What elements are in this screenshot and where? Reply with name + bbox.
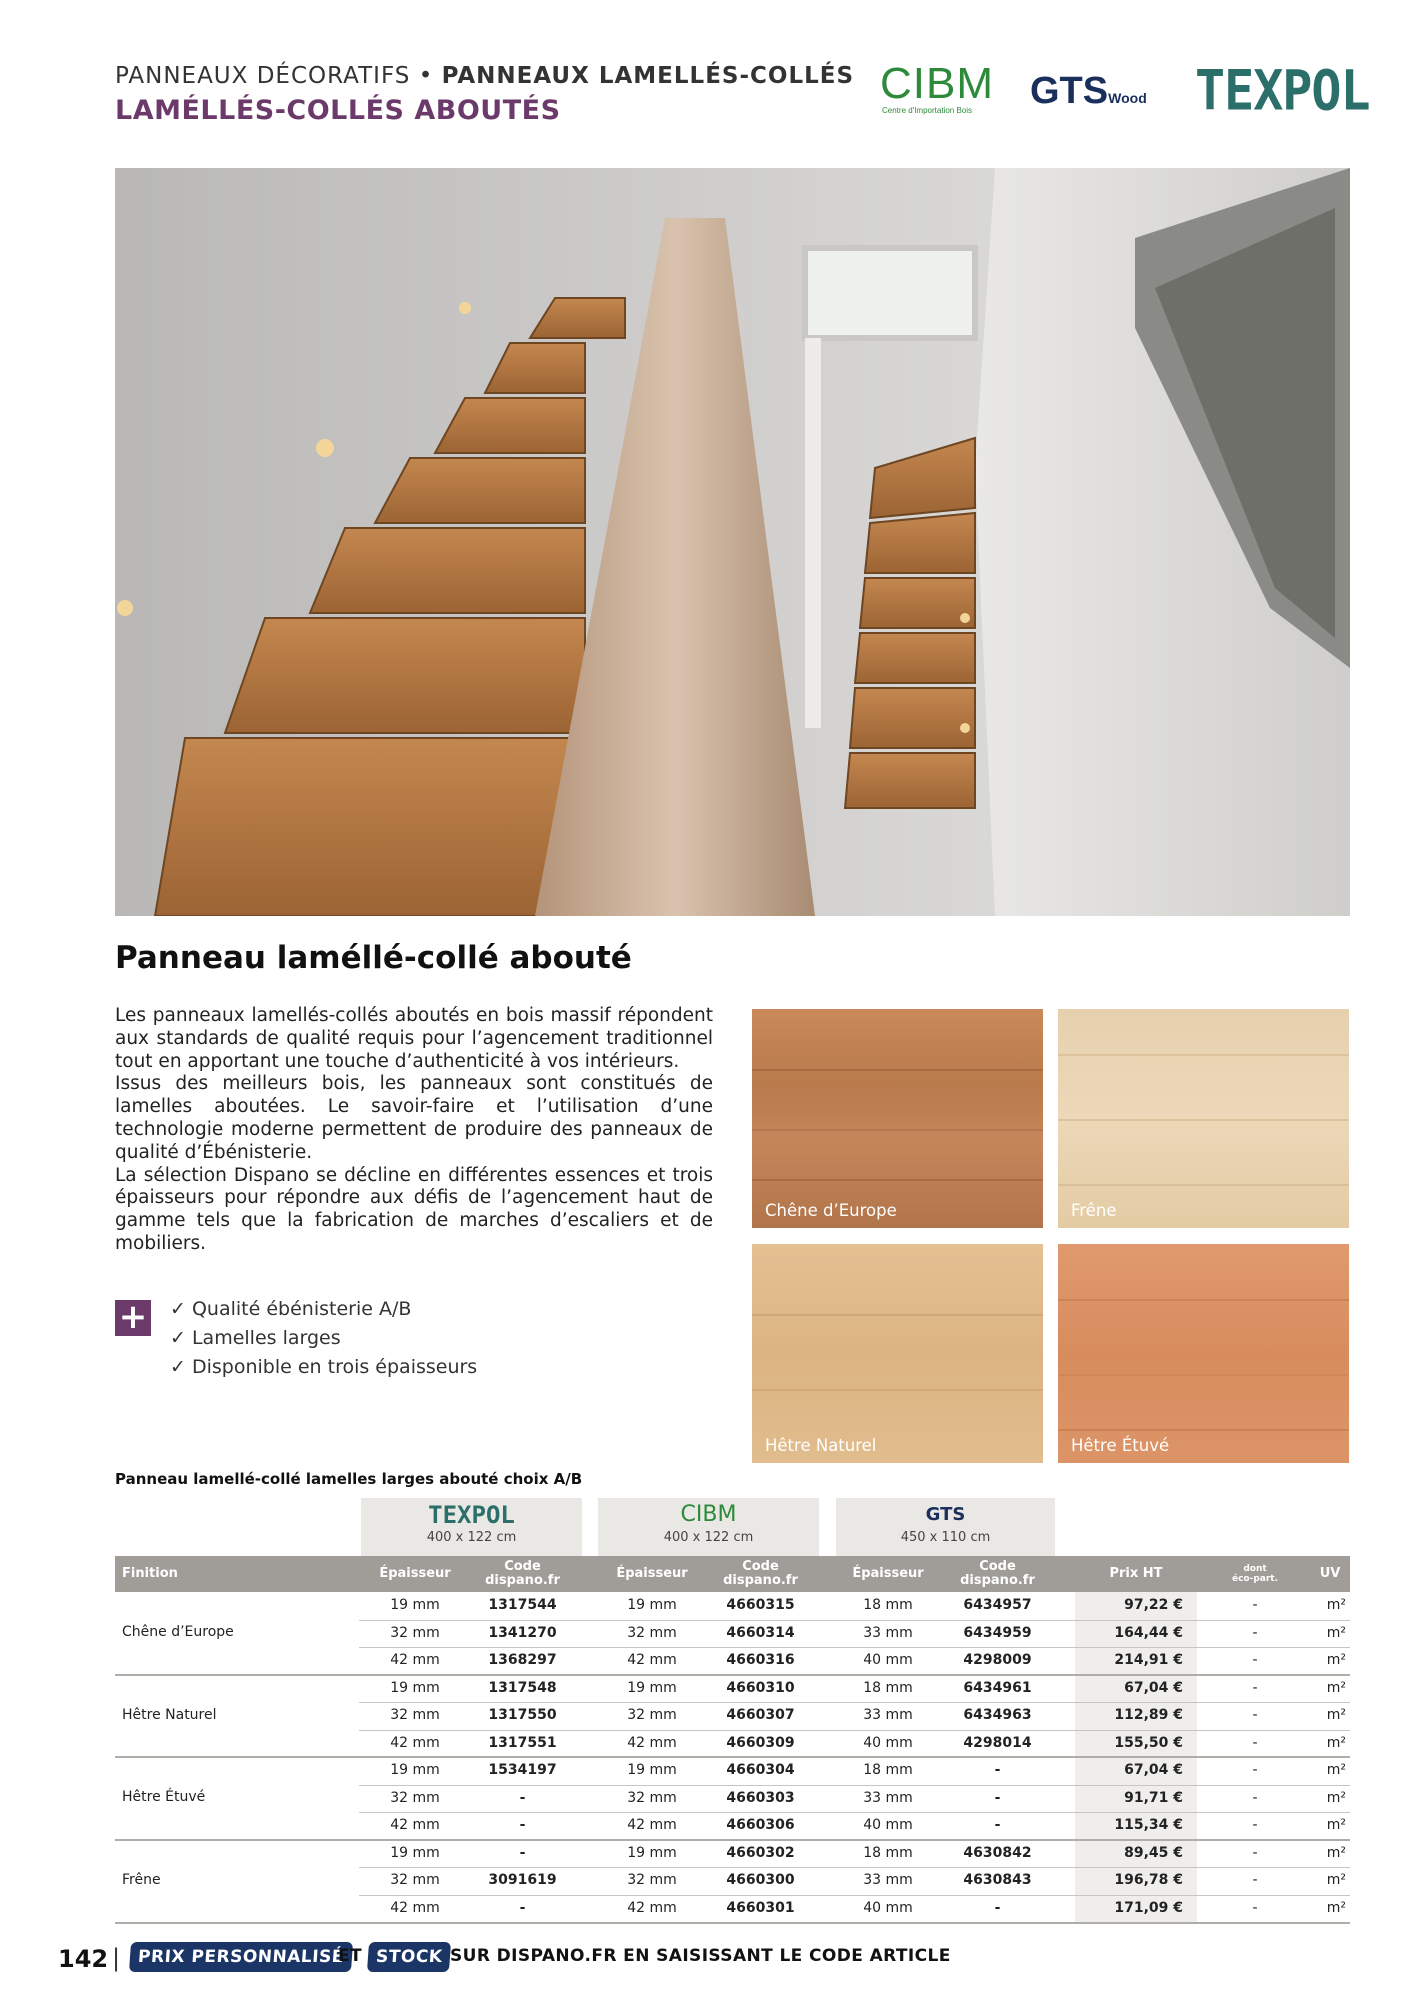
- table-cell-g-ep: 18 mm: [863, 1762, 913, 1778]
- table-cell-t-code: -: [519, 1899, 526, 1916]
- brand-header-texpol: [361, 1498, 582, 1556]
- staircase-illustration: [115, 168, 1350, 916]
- table-cell-c-code: 4660304: [726, 1762, 795, 1778]
- table-cell-eco: -: [1252, 1707, 1258, 1723]
- table-cell-prix: 196,78 €: [1114, 1872, 1183, 1888]
- table-cell-g-ep: 40 mm: [863, 1899, 913, 1916]
- brand-name: CIBM: [680, 1502, 737, 1527]
- table-cell-g-ep: 18 mm: [863, 1844, 913, 1861]
- table-cell-t-ep: 19 mm: [390, 1679, 440, 1696]
- table-cell-c-code: 4660300: [726, 1872, 795, 1888]
- table-cell-c-ep: 32 mm: [627, 1789, 677, 1806]
- table-cell-c-code: 4660302: [726, 1844, 795, 1861]
- table-cell-c-code: 4660310: [726, 1679, 795, 1696]
- table-cell-t-ep: 32 mm: [390, 1789, 440, 1806]
- table-cell-eco: -: [1252, 1734, 1258, 1751]
- header-prix: Prix HT: [1109, 1566, 1163, 1581]
- table-cell-prix: 112,89 €: [1114, 1707, 1183, 1723]
- table-cell-c-ep: 42 mm: [627, 1734, 677, 1751]
- table-cell-uv: m²: [1326, 1762, 1346, 1778]
- footer-separator: |: [112, 1944, 121, 1972]
- brand-header-gts: [836, 1498, 1055, 1556]
- table-cell-c-ep: 19 mm: [627, 1844, 677, 1861]
- table-cell-c-ep: 42 mm: [627, 1652, 677, 1668]
- table-cell-g-code: 4630843: [963, 1872, 1032, 1888]
- table-cell-t-ep: 32 mm: [390, 1707, 440, 1723]
- table-cell-eco: -: [1252, 1872, 1258, 1888]
- feature-item: ✓ Disponible en trois épaisseurs: [170, 1356, 478, 1378]
- table-cell-c-code: 4660307: [726, 1707, 795, 1723]
- table-cell-c-code: 4660306: [726, 1817, 795, 1833]
- table-cell-g-ep: 33 mm: [863, 1624, 913, 1641]
- section-category: [115, 63, 854, 89]
- table-cell-c-code: 4660309: [726, 1734, 795, 1751]
- table-cell-c-code: 4660301: [726, 1899, 795, 1916]
- footer-text: SUR DISPANO.FR EN SAISISSANT LE CODE ARTICLE: [450, 1946, 951, 1966]
- brand-dimensions: 400 x 122 cm: [426, 1530, 517, 1545]
- table-cell-t-code: 1534197: [488, 1762, 557, 1778]
- table-cell-uv: m²: [1326, 1817, 1346, 1833]
- prix-personnalise-badge: PRIX PERSONNALISÉ: [129, 1942, 353, 1972]
- header-code-line: Code: [742, 1559, 779, 1574]
- table-cell-prix: 115,34 €: [1114, 1817, 1183, 1833]
- swatch-hetre-naturel: [752, 1244, 1043, 1463]
- brand-dimensions: 400 x 122 cm: [663, 1530, 754, 1545]
- swatch-hetre-etuve: [1058, 1244, 1349, 1463]
- header-code: [703, 1556, 818, 1592]
- header-code-line: Code: [979, 1559, 1016, 1574]
- table-cell-eco: -: [1252, 1899, 1258, 1916]
- brand-dimensions: 450 x 110 cm: [900, 1530, 991, 1545]
- table-cell-t-code: -: [519, 1789, 526, 1806]
- table-cell-uv: m²: [1326, 1872, 1346, 1888]
- table-cell-eco: -: [1252, 1817, 1258, 1833]
- table-cell-eco: -: [1252, 1652, 1258, 1668]
- table-cell-prix: 91,71 €: [1124, 1789, 1183, 1806]
- category-bullet: •: [418, 63, 434, 89]
- table-cell-g-code: 6434959: [963, 1624, 1032, 1641]
- header-epaisseur: Épaisseur: [379, 1566, 451, 1581]
- footer-and: ET: [338, 1946, 363, 1966]
- table-cell-c-ep: 32 mm: [627, 1872, 677, 1888]
- page-number: 142: [58, 1945, 109, 1973]
- table-cell-t-code: 1341270: [488, 1624, 557, 1641]
- table-cell-g-code: 4630842: [963, 1844, 1032, 1861]
- table-cell-c-code: 4660316: [726, 1652, 795, 1668]
- table-cell-c-ep: 42 mm: [627, 1899, 677, 1916]
- swatch-label: Hêtre Étuvé: [1071, 1436, 1170, 1455]
- table-cell-uv: m²: [1326, 1624, 1346, 1641]
- brand-name: GTS: [925, 1504, 966, 1525]
- table-cell-prix: 164,44 €: [1114, 1624, 1183, 1641]
- table-title: Panneau lamellé-collé lamelles larges abouté choix A/B: [115, 1470, 583, 1488]
- swatch-frene: [1058, 1009, 1349, 1228]
- table-cell-c-code: 4660314: [726, 1624, 795, 1641]
- header-eco-line: dont: [1243, 1564, 1267, 1574]
- cibm-logo: [880, 59, 995, 120]
- brand-header-cibm: [598, 1498, 819, 1556]
- texpol-logo: TEXPOL: [1195, 59, 1370, 123]
- header-code-line: dispano.fr: [485, 1573, 560, 1588]
- page-title: LAMÉLLÉS-COLLÉS ABOUTÉS: [115, 95, 561, 126]
- table-cell-prix: 171,09 €: [1114, 1899, 1183, 1916]
- gts-logo: [1030, 70, 1147, 113]
- table-cell-c-ep: 19 mm: [627, 1762, 677, 1778]
- table-cell-g-code: 4298009: [963, 1652, 1032, 1668]
- table-cell-t-code: 3091619: [488, 1872, 557, 1888]
- table-cell-g-ep: 33 mm: [863, 1707, 913, 1723]
- table-cell-t-ep: 42 mm: [390, 1817, 440, 1833]
- table-cell-g-ep: 33 mm: [863, 1872, 913, 1888]
- feature-item: ✓ Qualité ébénisterie A/B: [170, 1298, 412, 1320]
- header-uv: UV: [1319, 1566, 1341, 1581]
- swatch-label: Frêne: [1071, 1201, 1117, 1220]
- category-label: PANNEAUX DÉCORATIFS: [115, 63, 411, 89]
- table-cell-uv: m²: [1326, 1899, 1346, 1916]
- table-cell-g-ep: 40 mm: [863, 1817, 913, 1833]
- table-cell-g-code: -: [994, 1762, 1001, 1778]
- table-cell-g-code: 6434961: [963, 1679, 1032, 1696]
- category-bold-label: PANNEAUX LAMELLÉS-COLLÉS: [441, 63, 855, 89]
- table-cell-t-ep: 19 mm: [390, 1762, 440, 1778]
- table-cell-g-code: -: [994, 1899, 1001, 1916]
- table-cell-g-ep: 18 mm: [863, 1597, 913, 1613]
- header-epaisseur: Épaisseur: [616, 1566, 688, 1581]
- table-cell-g-ep: 33 mm: [863, 1789, 913, 1806]
- swatch-label: Chêne d’Europe: [765, 1201, 897, 1220]
- product-title: Panneau laméllé-collé abouté: [115, 940, 632, 976]
- table-cell-eco: -: [1252, 1679, 1258, 1696]
- header-code-line: dispano.fr: [960, 1573, 1035, 1588]
- table-cell-g-ep: 18 mm: [863, 1679, 913, 1696]
- table-cell-g-ep: 40 mm: [863, 1734, 913, 1751]
- table-cell-g-code: -: [994, 1817, 1001, 1833]
- header-eco-line: éco-part.: [1231, 1574, 1279, 1584]
- table-cell-c-ep: 42 mm: [627, 1817, 677, 1833]
- table-cell-eco: -: [1252, 1789, 1258, 1806]
- table-cell-g-code: 4298014: [963, 1734, 1032, 1751]
- header-epaisseur: Épaisseur: [852, 1566, 924, 1581]
- header-code-line: Code: [504, 1559, 541, 1574]
- swatch-chene-europe: [752, 1009, 1043, 1228]
- table-cell-t-ep: 19 mm: [390, 1597, 440, 1613]
- table-cell-c-ep: 19 mm: [627, 1679, 677, 1696]
- product-description: [115, 1005, 713, 1256]
- brand-name: TEXPOL: [428, 1501, 515, 1529]
- table-cell-eco: -: [1252, 1844, 1258, 1861]
- table-cell-t-code: 1368297: [488, 1652, 557, 1668]
- finition-label: Frêne: [122, 1871, 161, 1888]
- feature-item: ✓ Lamelles larges: [170, 1327, 341, 1349]
- table-header-row: [115, 1556, 1350, 1592]
- table-cell-c-ep: 32 mm: [627, 1707, 677, 1723]
- table-cell-prix: 97,22 €: [1124, 1597, 1183, 1613]
- table-cell-eco: -: [1252, 1624, 1258, 1641]
- table-cell-t-code: 1317550: [488, 1707, 557, 1723]
- table-cell-uv: m²: [1326, 1844, 1346, 1861]
- table-cell-uv: m²: [1326, 1789, 1346, 1806]
- table-cell-t-ep: 42 mm: [390, 1734, 440, 1751]
- table-cell-t-code: 1317548: [488, 1679, 557, 1696]
- finition-label: Hêtre Naturel: [122, 1706, 217, 1723]
- table-cell-t-ep: 19 mm: [390, 1844, 440, 1861]
- header-code-line: dispano.fr: [723, 1573, 798, 1588]
- table-cell-t-ep: 42 mm: [390, 1652, 440, 1668]
- table-cell-eco: -: [1252, 1762, 1258, 1778]
- table-cell-t-ep: 32 mm: [390, 1624, 440, 1641]
- cibm-logo-text: CIBM: [880, 59, 994, 108]
- table-cell-c-ep: 19 mm: [627, 1597, 677, 1613]
- staircase-photo: [115, 168, 1350, 916]
- gts-logo-subtitle: Wood: [1108, 90, 1147, 106]
- table-cell-prix: 67,04 €: [1124, 1762, 1183, 1778]
- finition-label: Hêtre Étuvé: [122, 1789, 206, 1806]
- description-paragraph: La sélection Dispano se décline en différentes essences et trois épaisseurs pour répondre aux défis de l’agencement haut de gamme tels que la fabrication de marches d’escaliers et de mobiliers.: [115, 1164, 713, 1254]
- table-cell-c-ep: 32 mm: [627, 1624, 677, 1641]
- table-cell-uv: m²: [1326, 1652, 1346, 1668]
- description-paragraph: Les panneaux lamellés-collés aboutés en bois massif répondent aux standards de qualité requis pour l’agencement traditionnel tout en apportant une touche d’authenticité à vos intérieurs.: [115, 1005, 713, 1072]
- plus-icon: +: [115, 1300, 151, 1336]
- description-paragraph: Issus des meilleurs bois, les panneaux sont constitués de lamelles aboutées. Le savoir-faire et l’utilisation d’une technologie moderne permettent de produire des panneaux de qualité d’Ébénisterie.: [115, 1073, 713, 1163]
- table-cell-c-code: 4660303: [726, 1789, 795, 1806]
- table-cell-prix: 89,45 €: [1124, 1844, 1183, 1861]
- header-code: [465, 1556, 580, 1592]
- table-cell-prix: 214,91 €: [1114, 1652, 1183, 1668]
- table-cell-g-code: -: [994, 1789, 1001, 1806]
- table-cell-uv: m²: [1326, 1707, 1346, 1723]
- table-cell-g-ep: 40 mm: [863, 1652, 913, 1668]
- cibm-logo-subtitle: Centre d'Importation Bois: [882, 106, 973, 115]
- table-cell-c-code: 4660315: [726, 1597, 795, 1613]
- table-cell-prix: 67,04 €: [1124, 1679, 1183, 1696]
- gts-logo-text: GTS: [1030, 70, 1109, 112]
- table-cell-prix: 155,50 €: [1114, 1734, 1183, 1751]
- table-cell-t-code: 1317544: [488, 1597, 557, 1613]
- table-cell-g-code: 6434963: [963, 1707, 1032, 1723]
- table-cell-uv: m²: [1326, 1597, 1346, 1613]
- finition-label: Chêne d’Europe: [122, 1624, 234, 1641]
- table-cell-g-code: 6434957: [963, 1597, 1032, 1613]
- stock-badge: STOCK: [367, 1942, 452, 1972]
- table-cell-t-code: -: [519, 1817, 526, 1833]
- table-cell-eco: -: [1252, 1597, 1258, 1613]
- table-cell-t-code: 1317551: [488, 1734, 557, 1751]
- header-eco-part: [1200, 1556, 1310, 1592]
- header-code: [940, 1556, 1055, 1592]
- table-cell-t-code: -: [519, 1844, 526, 1861]
- swatch-label: Hêtre Naturel: [765, 1436, 877, 1455]
- table-bottom-border: [115, 1922, 1350, 1924]
- table-cell-t-ep: 32 mm: [390, 1872, 440, 1888]
- table-cell-uv: m²: [1326, 1734, 1346, 1751]
- table-cell-uv: m²: [1326, 1679, 1346, 1696]
- header-finition: Finition: [122, 1566, 178, 1581]
- table-cell-t-ep: 42 mm: [390, 1899, 440, 1916]
